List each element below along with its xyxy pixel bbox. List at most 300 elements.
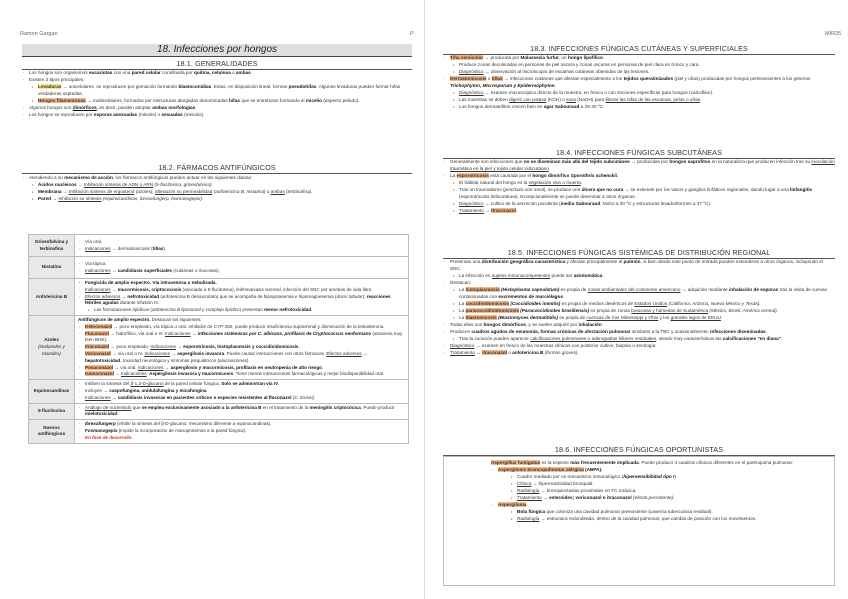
text: zonas ambientales del continente americano — [587, 287, 681, 292]
text: Las muestras se deben — [459, 97, 510, 102]
text: (anfotericina B, nistatina) o — [212, 189, 271, 194]
text: → poco empleado. — [109, 344, 151, 350]
text: . — [298, 344, 300, 350]
text: Inhibición su síntesis — [58, 196, 102, 201]
text: Tratamiento — [450, 350, 475, 355]
highlight: Fluconazol — [85, 330, 109, 336]
table-row — [29, 315, 409, 379]
text: (California, Arizona, Nuevo México y Texas). — [667, 301, 761, 306]
text: Indicaciones — [85, 267, 111, 273]
cell-line — [78, 421, 405, 428]
text: → — [474, 350, 483, 355]
section-title-subcutaneas: 18.4. INFECCIONES FÚNGICAS SUBCUTÁNEAS — [443, 148, 835, 159]
text: Efectos adversos — [326, 350, 362, 356]
text: Indicaciones — [137, 364, 164, 370]
row-content — [75, 279, 409, 316]
text: pseudohifas — [288, 84, 317, 89]
text: caspofungina, anidulafungina y micafungina — [109, 387, 207, 393]
highlight: Dermatomicosis — [450, 76, 487, 81]
text: (esporotricosis linfocutánea). Excepcionalmente se puede diseminar a otros órganos. — [459, 194, 636, 199]
text: (Paracoccidioides brasiliensis) — [518, 308, 590, 313]
list-item — [22, 83, 412, 97]
text: → examen en fresco de las muestras clínicas con posterior cultivo, biopsia o serología. — [474, 343, 657, 348]
text: (Histoplasma capsulatum) — [499, 287, 560, 292]
text: puede ser — [550, 273, 574, 278]
text: es la especie — [540, 460, 571, 465]
text: Azoles — [44, 337, 59, 343]
text: inhalación de esporas — [728, 287, 779, 292]
text: Diagnóstico — [450, 343, 475, 348]
highlight: Hongos filamentosos — [38, 98, 86, 103]
text: tiñas — [152, 245, 164, 251]
text: es propia de zonas — [589, 308, 632, 313]
text: a 25-30 ºC. — [579, 104, 605, 109]
text: grandes lagos de EEUU — [670, 315, 721, 320]
text: (piel y uñas) producidas por hongos pertenecientes a los géneros — [673, 76, 811, 81]
text: candidiasis invasoras en pacientes críticos o especies resistentes al fluconazol — [117, 394, 292, 400]
row-content — [75, 403, 409, 420]
cell-line — [78, 317, 405, 324]
section-title-cutaneas: 18.3. INFECCIONES FÚNGICAS CUTÁNEAS Y SUPERFICIALES — [443, 44, 835, 55]
paragraph — [22, 111, 412, 118]
text: La — [450, 173, 457, 178]
text: → — [76, 182, 84, 187]
list-item — [491, 501, 831, 508]
row-header: Anfotericina B — [29, 279, 75, 316]
text: Indicaciones — [144, 350, 171, 356]
cell-line — [78, 287, 405, 294]
list-item — [491, 480, 831, 487]
text: : — [146, 371, 150, 377]
text: vegetación viva o muerta — [528, 180, 581, 185]
text: calcificaciones pulmonares o adenopatías hiliares residuales — [530, 336, 657, 341]
text: . — [321, 364, 324, 370]
text: Sporothrix schenckii — [570, 173, 618, 178]
list-item — [491, 473, 831, 480]
text: Clínica — [517, 481, 532, 486]
list-item — [491, 466, 831, 473]
text: (ABPA). — [583, 467, 603, 472]
row-content — [75, 257, 409, 279]
paragraph — [443, 321, 835, 328]
text: úlcera que no cura — [581, 187, 624, 192]
row-header: Griseofulvina y terbinafina — [29, 235, 75, 257]
text: . — [780, 336, 783, 341]
text: Radiología — [517, 516, 540, 521]
text: durante infusión IV. — [118, 300, 160, 306]
text: esteroides; voriconazol o itraconazol — [549, 495, 632, 500]
text: Análogo de nucleósido — [85, 404, 132, 410]
text: → — [61, 189, 69, 194]
text: blastoconidias — [178, 84, 212, 89]
list-item — [443, 207, 835, 214]
section-title-generalidades: 18.1. GENERALIDADES — [22, 59, 412, 70]
text: → observación al microscopio de escamas cutáneas obtenidas de las lesiones. — [483, 69, 650, 74]
text: pinchazo con rosal — [504, 187, 544, 192]
text: distribución geográfica característica — [481, 259, 566, 264]
text: → adquirido mediante — [680, 287, 729, 292]
text: → multicelulares, formados por estructuras alargadas denominadas — [85, 98, 229, 103]
text: Diagnóstico — [459, 69, 484, 74]
text: no se diseminan más allá del tejido subcutáneo — [523, 159, 630, 164]
text: Membrana — [38, 189, 62, 194]
text: (azoles), — [134, 189, 156, 194]
highlight: itraconazol — [482, 350, 507, 355]
chapter-title: 18. Infecciones por hongos — [22, 44, 412, 57]
cell-line — [78, 246, 405, 253]
list-item — [443, 335, 835, 342]
paragraph — [443, 75, 835, 89]
table-row — [29, 279, 409, 316]
highlight: Ketoconazol — [85, 323, 113, 329]
text: Indicaciones — [165, 330, 191, 336]
text: En fase de desarrollo — [85, 434, 132, 440]
cell-line: · Fungicida de amplio espectro. Vía intravenosa o nebulizada. — [78, 280, 405, 287]
list-item — [443, 179, 835, 186]
text: Efectos adversos — [85, 293, 121, 299]
row-content — [75, 315, 409, 379]
text: → cultivo de la secreción purulenta ( — [483, 201, 561, 206]
text: Pared — [38, 196, 52, 201]
text: Los hongos son organismos — [29, 70, 89, 75]
text: , los fármacos antifúngicos pueden actuar en las siguientes dianas: — [112, 175, 253, 180]
text: → vía oral. — [113, 364, 138, 370]
highlight: Posaconazol — [85, 364, 114, 370]
list-item — [22, 181, 412, 188]
running-author: Ramon Gargan — [20, 31, 58, 37]
text: . — [195, 105, 197, 110]
text: . Puede causar interacciones con otros fármacos. — [224, 350, 327, 356]
text: Atendiendo a su — [29, 175, 65, 180]
text: dimórficos — [72, 105, 97, 110]
text: . — [548, 166, 551, 171]
text: Diagnóstico — [459, 201, 484, 206]
text: en el tratamiento de la — [261, 404, 310, 410]
paragraph — [22, 174, 412, 181]
list-item — [443, 200, 835, 207]
text: Generalmente son infecciones que — [450, 159, 524, 164]
text: Malassezia furfur — [520, 55, 559, 60]
text: Indicaciones — [150, 344, 176, 350]
text: . — [602, 273, 604, 278]
text: . — [278, 381, 280, 387]
cell-line — [78, 294, 405, 308]
text: (anfotericina B desoxicolato) que se acompaña de hipopotasemia e hipomagnesemia ( — [159, 293, 337, 299]
text: . — [602, 55, 605, 60]
text: La — [459, 308, 466, 313]
paragraph — [443, 258, 835, 272]
text: → unicelulares, se reproducen por gemación formando — [61, 84, 179, 89]
text: Todas ellas son — [450, 322, 484, 327]
sistemicas-text — [443, 258, 835, 356]
text: quitina, celulosa — [193, 70, 231, 75]
row-header: 5-flucitosina — [29, 403, 75, 420]
text: infecciones diseminadas — [710, 329, 766, 334]
text: candidiasis superficiales — [117, 267, 173, 273]
text: , si bien desde este punto de entrada pueden extenderse a otros órganos, incluyendo el SNC. — [450, 259, 823, 271]
text: Indicaciones — [121, 371, 147, 377]
text: Algunos hongos son — [29, 105, 73, 110]
cell-line — [78, 395, 405, 402]
text: anfotericina B — [512, 350, 544, 355]
text: meningitis criptocócica — [309, 404, 361, 410]
text: Fosmanogepix — [85, 427, 118, 433]
paragraph — [443, 342, 835, 349]
text: Bola fúngica — [517, 509, 546, 514]
text: → — [541, 495, 550, 500]
highlight: Aspergillus fumigatus — [491, 460, 541, 465]
text: → producida por — [483, 55, 521, 60]
text: → hidrofílico, vía oral e IV. — [109, 330, 166, 336]
text: con una — [112, 70, 132, 75]
text: en la naturaleza que producen infección tras su — [710, 159, 812, 164]
text: El hábitat natural del hongo es la — [459, 180, 529, 185]
paragraph — [443, 328, 835, 335]
running-code: MIR25 — [825, 31, 842, 37]
highlight: Voriconazol — [85, 350, 111, 356]
text: es propia de — [559, 287, 588, 292]
row-header — [29, 315, 75, 379]
text: → — [483, 208, 492, 213]
text: esporotricosis, histoplasmosis y coccidioidomicosis — [183, 344, 299, 350]
table-row — [29, 380, 409, 403]
text: Indicaciones — [85, 286, 111, 292]
text: nefrotoxicidad — [127, 293, 160, 299]
highlight: tiñas — [491, 76, 503, 81]
list-item — [443, 300, 835, 307]
text: calcificaciones "en diana" — [722, 336, 781, 341]
text: . — [131, 434, 133, 440]
text: (asociada a 5-flucitosina), leishmaniasis visceral, infección del SNC por amebas de vida libre. — [181, 286, 373, 292]
text: sosa — [566, 97, 576, 102]
text: Inhiben la síntesis del — [85, 381, 131, 387]
text: pared celular — [131, 70, 161, 75]
text: Inhibición síntesis de ergosterol — [68, 189, 135, 194]
text: hongo lipofílico — [567, 55, 603, 60]
text: Tratamiento — [517, 495, 542, 500]
list-item — [491, 515, 831, 522]
text: es propia de medios desérticos de — [560, 301, 635, 306]
list-item — [443, 96, 835, 103]
text: aspergilosis invasora — [177, 350, 225, 356]
cell-line — [78, 365, 405, 372]
text: hepatotoxicidad — [85, 357, 121, 363]
text: . — [526, 502, 528, 507]
text: , siendo muy características las — [656, 336, 723, 341]
highlight: blastomicosis — [465, 315, 497, 320]
highlight: coccidioidomicosis — [465, 301, 510, 306]
cell-line — [78, 351, 405, 365]
text: mielotoxicidad — [85, 411, 118, 417]
text: (5-flucitosina, griseofulvina). — [153, 182, 213, 187]
text: (efecto persistente). — [631, 495, 675, 500]
text: → — [110, 286, 118, 292]
text: (aspecto peludo). — [322, 98, 360, 103]
highlight: paracoccidioidomicosis — [465, 308, 519, 313]
text: anfotericina B liposomal y complejo lipídico — [151, 307, 240, 313]
text: . — [617, 173, 619, 178]
text: menor nefrotoxicidad — [264, 307, 312, 313]
text: hongos saprofitos — [669, 159, 711, 164]
text: linfangitis — [790, 187, 813, 192]
text: → — [120, 293, 128, 299]
text: (formas graves). — [543, 350, 579, 355]
text: micelio — [305, 98, 323, 103]
text: hongo dimórfico — [532, 173, 571, 178]
text: → — [110, 267, 118, 273]
list-item — [22, 97, 412, 104]
text: : Moho a 30 ºC y estructuras levaduriformes a 37 ºC). — [600, 201, 712, 206]
text: Los hongos se reproducen por — [29, 112, 94, 117]
highlight: Isavuconazol — [85, 371, 114, 377]
highlight: Itraconazol — [491, 208, 516, 213]
antifungal-table — [28, 234, 409, 444]
text: Producen — [450, 329, 472, 334]
text: mecanismo de acción — [64, 175, 113, 180]
text: . — [580, 180, 583, 185]
cell-line — [78, 324, 405, 331]
text: eucariotas — [88, 70, 113, 75]
highlight: esporotricosis — [456, 173, 489, 178]
text: o — [506, 350, 513, 355]
table-row — [29, 257, 409, 279]
text: hipersensibilidad tipo I — [623, 474, 675, 479]
text: . — [700, 97, 702, 102]
text: La infección en — [459, 273, 492, 278]
text: liberar las hifas de las escamas, pelos o uñas — [605, 97, 701, 102]
oportunistas-text — [491, 459, 831, 522]
cell-line: · Vía oral. — [78, 239, 405, 246]
text: hongos dimórficos — [483, 322, 526, 327]
farmacos-text — [22, 174, 412, 202]
text: dosis tubular — [336, 293, 363, 299]
text: , es decir, pueden adoptar — [96, 105, 153, 110]
text: esporas asexuadas — [93, 112, 138, 117]
text: (impide la incorporación de manoproteínas a la pared fúngica). — [117, 427, 247, 433]
text: ambas — [235, 70, 251, 75]
paragraph — [443, 54, 835, 61]
text: . — [311, 307, 313, 313]
text: asintomática — [573, 273, 603, 278]
highlight: Tiña versicolor — [450, 55, 484, 60]
text: Las formulaciones lipídicas ( — [94, 307, 152, 313]
paragraph — [443, 349, 835, 356]
highlight: Aspergilosis broncopulmonar alérgica — [498, 467, 584, 472]
cell-line — [78, 381, 405, 388]
table-row — [29, 235, 409, 257]
row-content — [75, 380, 409, 403]
highlight: histoplasmosis — [465, 287, 500, 292]
text: ambas morfologías — [152, 105, 196, 110]
text: cuadros agudos de neumonía, formas crónicas de afectación pulmonar — [471, 329, 631, 334]
text: inhalación — [578, 322, 602, 327]
text: ambas — [270, 189, 285, 194]
text: . — [601, 322, 603, 327]
text: Tras un traumatismo ( — [459, 187, 505, 192]
paragraph — [491, 459, 831, 466]
list-item — [22, 195, 412, 202]
text: boscosas y húmedas de Sudamérica — [631, 308, 709, 313]
text: excrementos de murciélagos — [498, 294, 563, 299]
cell-line — [78, 405, 405, 419]
text: , y se suelen adquirir por — [525, 322, 579, 327]
section-title-sistemicas: 18.5. INFECCIONES FÚNGICAS SISTÉMICAS DE DISTRIBUCIÓN REGIONAL — [443, 248, 835, 259]
text: → hiperreactividad bronquial. — [531, 481, 594, 486]
text: . Algunas levaduras pueden formar hifas verdaderas septadas. — [38, 84, 401, 96]
text: se emplea exclusivamente asociado a la anfotericina B — [141, 404, 262, 410]
text: (cutáneas o mucosas). — [172, 267, 220, 273]
text: . Puede producir — [360, 404, 395, 410]
cell-line — [78, 388, 405, 395]
text: → — [110, 394, 118, 400]
text: → poco empleado, vía tópica u oral. Inhibidor de CYP-450, puede producir insuficiencia suprarrenal y disminución de la testosterona. — [112, 323, 385, 329]
section-title-oportunistas: 18.6. INFECCIONES FÚNGICAS OPORTUNISTAS — [443, 445, 835, 456]
text: está causada por el — [488, 173, 533, 178]
text: aspergilosis y mucormicosis, profilaxis en neutropenia de alto riesgo — [170, 364, 322, 370]
list-item — [443, 272, 835, 279]
text: similares a la TBC y ocasionalmente, — [630, 329, 711, 334]
text: → estructura redondeada, dentro de la cavidad pulmonar, que cambia de posición con los movimientos. — [539, 516, 757, 521]
cell-line — [78, 268, 405, 275]
text: → examen microscópico directo de la muestra, en fresco o con tinciones específicas para hongos (calcoflúor). — [483, 90, 714, 95]
text: Inhibición síntesis de ADN o ARN — [83, 182, 154, 187]
text: (C. krusei). — [291, 394, 316, 400]
text: cuencas de ríos Mississippi y Ohio — [586, 315, 659, 320]
text: o — [486, 76, 492, 81]
text: es propia de — [558, 315, 587, 320]
section-title-farmacos: 18.2. FÁRMACOS ANTIFÚNGICOS — [22, 163, 412, 174]
text: Tras la curación pueden aparecer — [459, 336, 531, 341]
list-item — [491, 487, 831, 494]
list-item — [443, 186, 835, 200]
row-header: Nistatina — [29, 257, 75, 279]
list-item — [443, 89, 835, 96]
text: . Tiene menos interacciones farmacológicas y mejor biodisponibilidad oral. — [233, 371, 385, 377]
text: Incluyen → — [85, 387, 110, 393]
text: ), se produce una — [543, 187, 582, 192]
text: → — [51, 196, 59, 201]
text: ). — [163, 245, 167, 251]
text: . Puede producir 4 cuadros clínicos diferentes en el parénquima pulmonar: — [638, 460, 794, 465]
text: alteración su permeabilidad — [155, 189, 213, 194]
text: → dermatomicosis ( — [110, 245, 153, 251]
paragraph: · Existen 2 tipos principales: — [22, 76, 412, 83]
list-item: • Produce zonas decoloradas en personas de piel oscura y zonas oscuras en personas de piel clara en tronco y cara. — [443, 61, 835, 68]
text: Tratamiento — [459, 208, 484, 213]
cell-line — [78, 428, 405, 435]
text: (atraviesa muy bien BHE). — [85, 330, 403, 343]
text: → — [113, 371, 122, 377]
list-item — [443, 103, 835, 110]
list-item — [491, 508, 831, 515]
text: Estados Unidos — [634, 301, 668, 306]
text: (NaOH) para — [576, 97, 606, 102]
text: (meiosis). — [182, 112, 205, 117]
text: tejidos queratinizados — [623, 76, 674, 81]
text: de la pared celular fúngica. — [163, 381, 222, 387]
cutaneas-text — [443, 54, 835, 110]
list-item — [491, 494, 831, 501]
text: Indicaciones — [85, 245, 111, 251]
text: mucormicosis, criptococosis — [117, 286, 182, 292]
list-item — [443, 307, 835, 314]
text: hifas — [228, 98, 240, 103]
text: . — [554, 83, 556, 88]
text: digerir con potasa — [509, 97, 547, 102]
text: (KOH) o — [546, 97, 567, 102]
text: . Estas, en disposición lineal, forman — [211, 84, 289, 89]
text: medio Sabouraud — [560, 201, 601, 206]
